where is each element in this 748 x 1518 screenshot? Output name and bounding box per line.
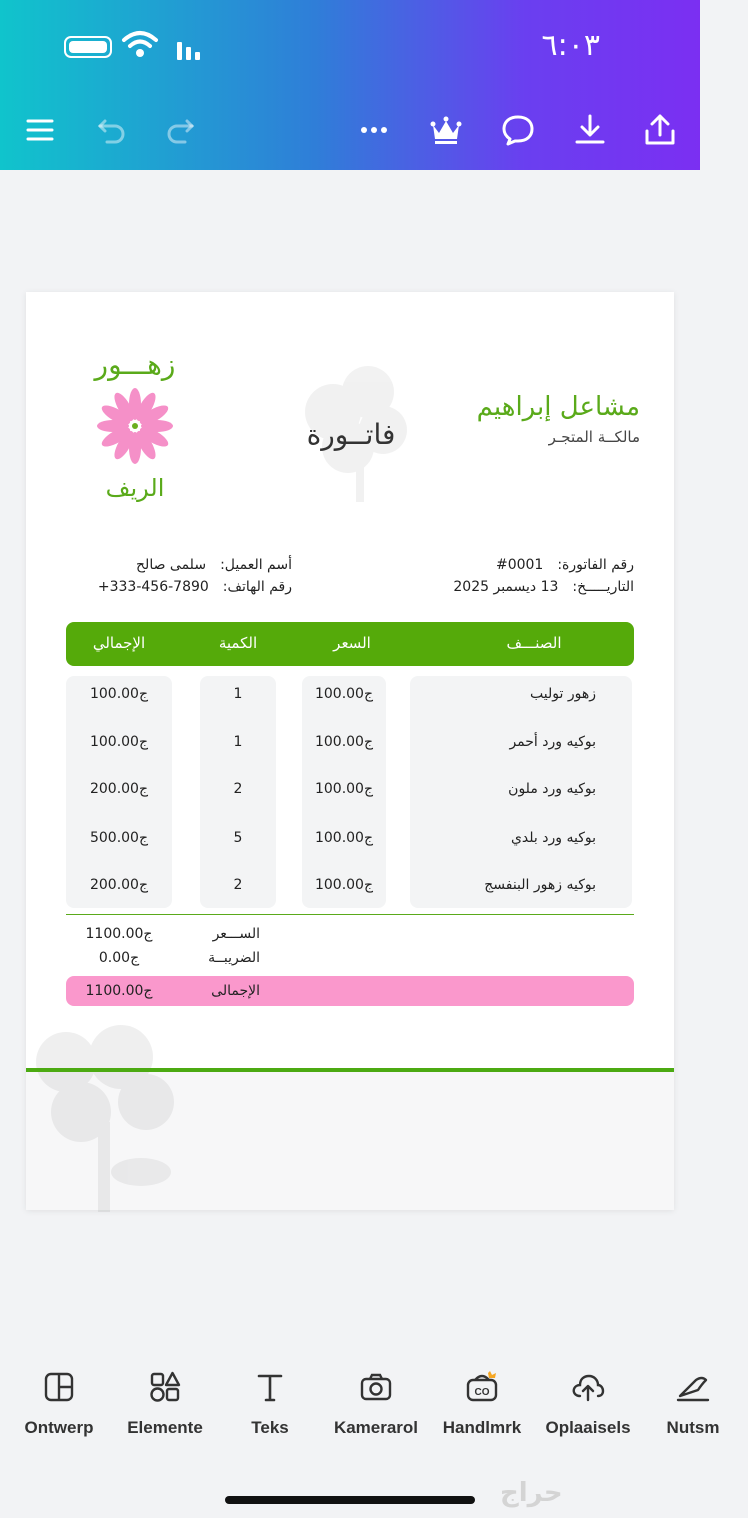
invoice-date-value: 13 ديسمبر 2025 [453,579,559,595]
owner-name: مشاعل إبراهيم [476,392,640,422]
grand-total-value: 1100.00ج [85,983,153,999]
invoice-date-row [432,576,634,598]
column-header-qty: الكمية [218,634,258,652]
row-qty: 5 [233,830,243,846]
more-icon[interactable] [354,110,394,150]
shapes-icon [148,1370,182,1404]
table-header [66,622,634,666]
crown-icon[interactable] [426,110,466,150]
row-item: بوكيه ورد بلدي [510,830,596,846]
column-header-price: السعر [333,634,371,652]
tool-text-label: Teks [251,1418,289,1437]
flower-logo-icon [95,386,175,466]
tool-camera-roll-label: Kamerarol [333,1418,419,1437]
row-total: 100.00ج [89,734,149,750]
subtotal-label: الســـعر [212,926,260,942]
row-total: 200.00ج [89,781,149,797]
tool-uploads-label: Oplaaisels [545,1418,631,1437]
status-time: ٦:٠٣ [541,28,600,63]
top-app-bar [0,0,700,170]
customer-phone-value: 333-456-7890+ [97,579,209,595]
customer-name-row [80,554,292,576]
tool-elements[interactable] [110,1360,220,1438]
row-price: 100.00ج [314,734,374,750]
editor-toolbar [0,100,700,160]
tool-elements-label: Elemente [127,1418,203,1437]
row-qty: 2 [233,877,243,893]
signal-icon [176,38,206,60]
row-qty: 1 [233,686,243,702]
tool-design-label: Ontwerp [24,1418,94,1437]
tool-tools[interactable] [638,1360,748,1438]
haraj-watermark: حراج [500,1478,563,1508]
logo-text-bottom: الريف [105,474,165,502]
tool-brand-kit[interactable] [427,1360,537,1438]
tax-value: 0.00ج [98,950,140,966]
row-item: بوكيه ورد أحمر [509,734,596,750]
owner-role: مالكــة المتجـر [548,428,640,446]
status-bar [0,0,700,90]
comment-icon[interactable] [498,110,538,150]
tool-uploads[interactable] [533,1360,643,1438]
column-header-total: الإجمالي [92,634,146,652]
row-total: 100.00ج [89,686,149,702]
svg-text:CO: CO [474,1387,490,1398]
customer-info [80,554,292,598]
grand-total-label: الإجمالى [211,983,260,999]
row-price: 100.00ج [314,781,374,797]
subtotal-value: 1100.00ج [85,926,153,942]
customer-phone-row [80,576,292,598]
tool-brand-kit-label: Handlmrk [442,1418,522,1437]
share-icon[interactable] [640,110,680,150]
tool-text[interactable] [215,1360,325,1438]
tools-icon [676,1370,710,1404]
invoice-date-label: التاريـــــخ: [572,579,634,595]
layout-icon [42,1370,76,1404]
row-item: زهور توليب [530,686,596,702]
home-indicator[interactable] [225,1496,475,1504]
customer-phone-label: رقم الهاتف: [222,579,292,595]
invoice-number-value: #0001 [495,557,544,573]
camera-icon [359,1370,393,1404]
row-item: بوكيه زهور البنفسج [484,877,596,893]
customer-name-value: سلمى صالح [136,557,207,573]
row-qty: 1 [233,734,243,750]
wifi-icon [122,30,158,60]
bottom-toolbar [0,1360,720,1460]
customer-name-label: أسم العميل: [220,557,292,573]
logo-text-top: زهـــور [94,348,176,381]
invoice-number-row [432,554,634,576]
tool-tools-label: Nutsm [666,1418,720,1437]
undo-icon[interactable] [92,110,132,150]
menu-icon[interactable] [20,110,60,150]
owner-block [477,392,640,446]
tool-design[interactable] [4,1360,114,1438]
battery-icon [64,36,112,58]
shop-logo [90,348,180,502]
row-total: 500.00ج [89,830,149,846]
download-icon[interactable] [570,110,610,150]
upload-cloud-icon [571,1370,605,1404]
invoice-info [432,554,634,598]
brand-kit-icon [465,1370,499,1404]
redo-icon[interactable] [160,110,200,150]
column-header-item: الصنـــف [506,634,562,652]
invoice-title: فاتــورة [306,418,396,451]
row-qty: 2 [233,781,243,797]
flower-watermark-icon [26,1022,196,1212]
invoice-page[interactable] [26,292,674,1210]
row-total: 200.00ج [89,877,149,893]
footer-divider [26,1068,674,1072]
row-item: بوكيه ورد ملون [508,781,596,797]
summary-divider [66,914,634,915]
tax-label: الضريبــة [208,950,260,966]
row-price: 100.00ج [314,877,374,893]
tool-camera-roll[interactable] [321,1360,431,1438]
invoice-number-label: رقم الفاتورة: [557,557,634,573]
text-icon [253,1370,287,1404]
row-price: 100.00ج [314,830,374,846]
row-price: 100.00ج [314,686,374,702]
